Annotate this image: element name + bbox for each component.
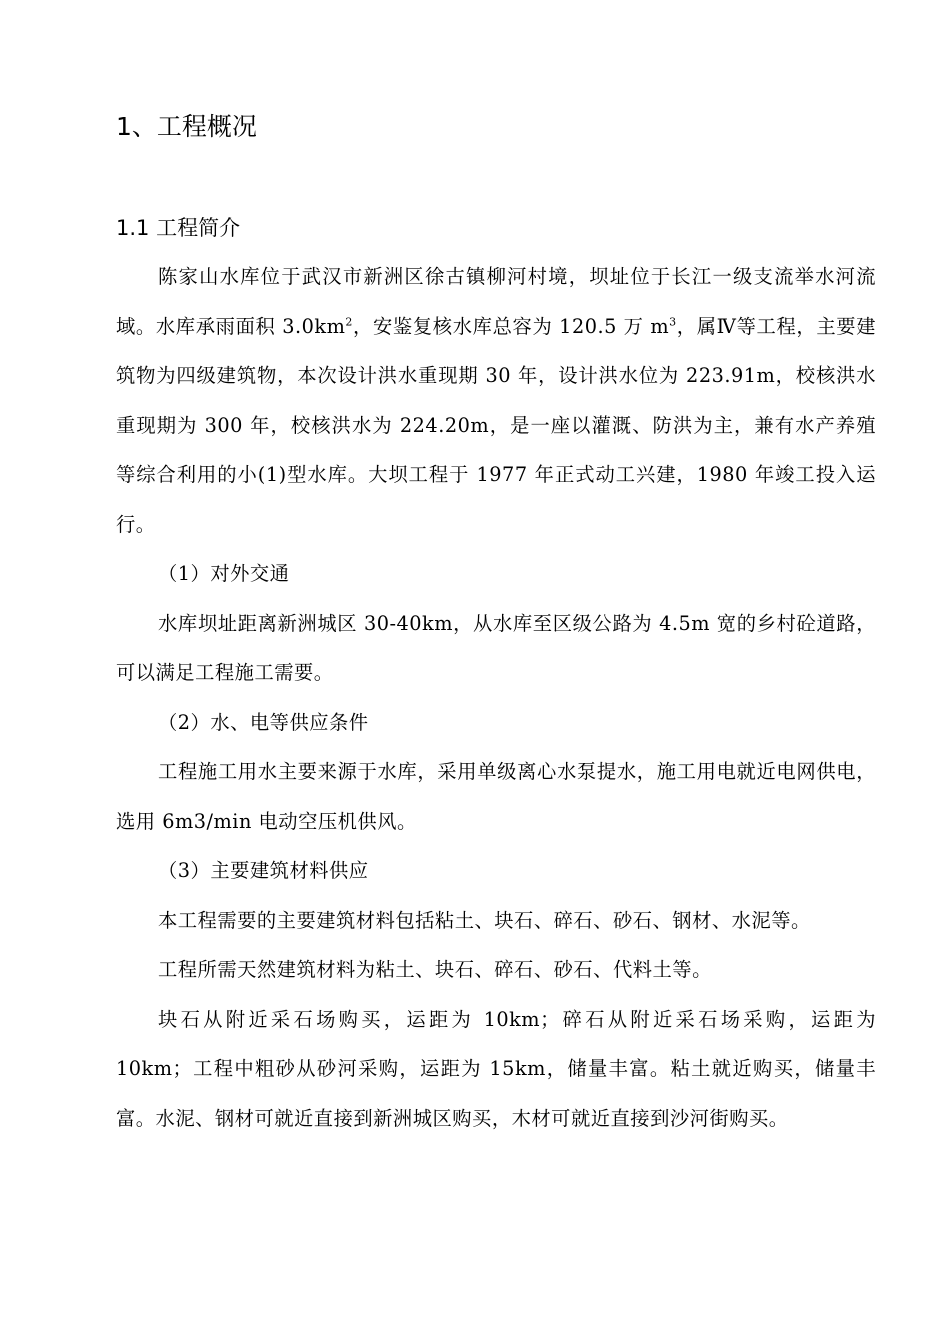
superscript-volume-unit: 3 — [669, 315, 677, 329]
section-title-materials: （3）主要建筑材料供应 — [158, 859, 369, 882]
intro-text-3: ，属Ⅳ等工程，主要建筑物为四级建筑物，本次设计洪水重现期 30 年，设计洪水位为 223.91m，校核洪水重现期为 300 年，校核洪水为 224.20m，是一座以灌溉、防洪为主，兼有水产养殖等综合利用的小(1)型水库。大坝工程于 1977 年正式动工兴建，1980 年竣工投入运行。 — [116, 314, 876, 536]
section-title-utilities: （2）水、电等供应条件 — [158, 710, 369, 734]
materials-paragraph-1: 本工程需要的主要建筑材料包括粘土、块石、碎石、砂石、钢材、水泥等。 — [158, 908, 811, 932]
document-body — [116, 252, 876, 1143]
heading-1: 1、工程概况 — [116, 112, 257, 141]
traffic-paragraph: 水库坝址距离新洲城区 30-40km，从水库至区级公路为 4.5m 宽的乡村砼道路，可以满足工程施工需要。 — [116, 611, 876, 684]
intro-text-1: 陈家山水库位于武汉市新洲区徐古镇柳河村境，坝址位于长江一级支流举水河流域。水库承雨面积 3.0km — [116, 265, 876, 338]
heading-2: 1.1 工程简介 — [116, 216, 241, 240]
materials-paragraph-3: 块石从附近采石场购买，运距为 10km；碎石从附近采石场采购，运距为 10km；工程中粗砂从砂河采购，运距为 15km，储量丰富。粘土就近购买，储量丰富。水泥、钢材可就近直接到新洲城区购买，木材可就近直接到沙河街购买。 — [116, 1007, 876, 1130]
superscript-area-unit: 2 — [345, 315, 353, 329]
utilities-paragraph: 工程施工用水主要来源于水库，采用单级离心水泵提水，施工用电就近电网供电，选用 6m3/min 电动空压机供风。 — [116, 760, 876, 833]
materials-paragraph-2: 工程所需天然建筑材料为粘土、块石、碎石、砂石、代料土等。 — [158, 958, 712, 981]
intro-paragraph — [116, 252, 876, 549]
intro-text-2: ，安鉴复核水库总容为 120.5 万 m — [352, 314, 670, 338]
section-title-traffic: （1）对外交通 — [158, 562, 290, 585]
